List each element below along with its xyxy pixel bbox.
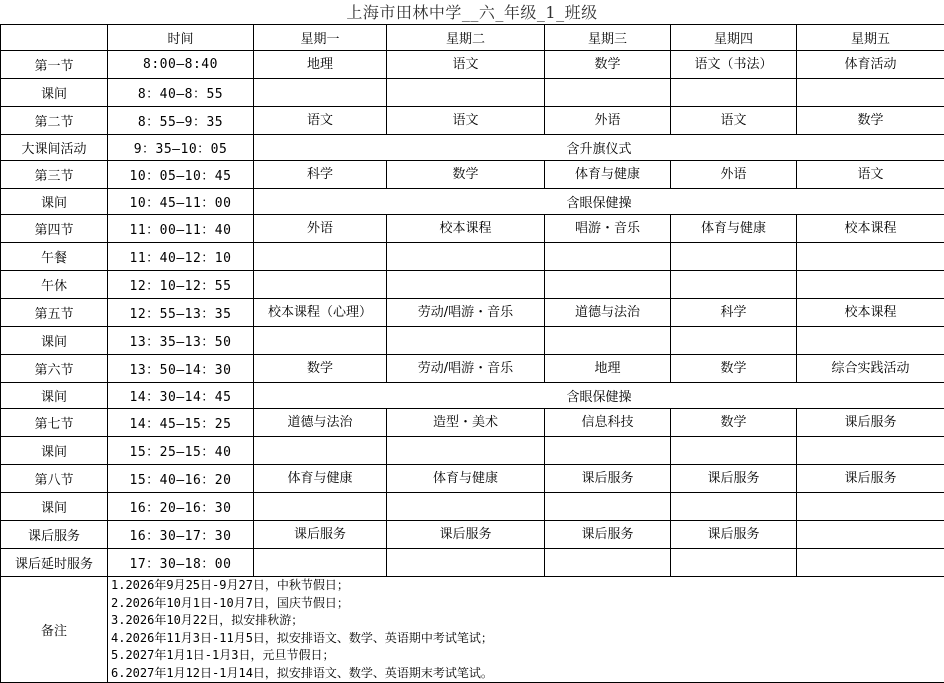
class-cell: 数学 (387, 161, 545, 189)
class-cell: 造型・美术 (387, 409, 545, 437)
class-cell: 数学 (545, 51, 671, 79)
period-label: 课间 (1, 437, 108, 465)
period-time: 8：55—9：35 (108, 107, 254, 135)
table-row (1, 161, 944, 189)
header-day: 星期五 (797, 25, 944, 51)
table-row (1, 549, 944, 577)
table-row (1, 521, 944, 549)
period-label: 课后延时服务 (1, 549, 108, 577)
period-time: 11：00—11：40 (108, 215, 254, 243)
class-cell: 科学 (671, 299, 797, 327)
class-cell: 综合实践活动 (797, 355, 944, 383)
class-cell (387, 549, 545, 577)
class-cell (797, 79, 944, 107)
class-cell (797, 521, 944, 549)
class-cell: 体育与健康 (254, 465, 387, 493)
class-cell: 唱游・音乐 (545, 215, 671, 243)
note-line: 4.2026年11月3日-11月5日，拟安排语文、数学、英语期中考试笔试； (111, 630, 944, 648)
class-cell: 课后服务 (545, 521, 671, 549)
period-label: 课间 (1, 493, 108, 521)
class-cell: 道德与法治 (545, 299, 671, 327)
class-cell (387, 493, 545, 521)
class-cell (254, 493, 387, 521)
class-cell: 体育活动 (797, 51, 944, 79)
class-cell (671, 79, 797, 107)
class-cell: 外语 (545, 107, 671, 135)
header-blank (1, 25, 108, 51)
class-cell: 校本课程（心理） (254, 299, 387, 327)
period-label: 第七节 (1, 409, 108, 437)
class-cell (797, 271, 944, 299)
table-row (1, 437, 944, 465)
period-time: 12：10—12：55 (108, 271, 254, 299)
class-cell: 课后服务 (797, 465, 944, 493)
class-cell (254, 549, 387, 577)
period-label: 第一节 (1, 51, 108, 79)
class-cell: 外语 (671, 161, 797, 189)
period-label: 课间 (1, 189, 108, 215)
period-time: 15：25—15：40 (108, 437, 254, 465)
class-cell (797, 493, 944, 521)
period-time: 15：40—16：20 (108, 465, 254, 493)
class-cell (671, 327, 797, 355)
class-cell (671, 437, 797, 465)
table-row (1, 271, 944, 299)
period-label: 午休 (1, 271, 108, 299)
class-cell: 信息科技 (545, 409, 671, 437)
table-row (1, 383, 944, 409)
table-row (1, 135, 944, 161)
class-cell: 科学 (254, 161, 387, 189)
class-cell (545, 327, 671, 355)
class-cell (545, 493, 671, 521)
class-cell: 体育与健康 (545, 161, 671, 189)
class-cell (671, 493, 797, 521)
class-cell (671, 271, 797, 299)
class-cell (387, 271, 545, 299)
table-row (1, 107, 944, 135)
period-time: 17：30—18：00 (108, 549, 254, 577)
table-row (1, 215, 944, 243)
merged-activity-cell: 含眼保健操 (254, 383, 944, 409)
merged-activity-cell: 含眼保健操 (254, 189, 944, 215)
class-cell (671, 243, 797, 271)
class-cell (387, 327, 545, 355)
table-row (1, 465, 944, 493)
class-cell (254, 327, 387, 355)
class-cell: 数学 (797, 107, 944, 135)
period-label: 大课间活动 (1, 135, 108, 161)
table-row (1, 51, 944, 79)
period-label: 第二节 (1, 107, 108, 135)
class-cell: 课后服务 (797, 409, 944, 437)
timetable-body (1, 51, 944, 683)
period-label: 午餐 (1, 243, 108, 271)
period-time: 10：45—11：00 (108, 189, 254, 215)
period-time: 13：35—13：50 (108, 327, 254, 355)
period-label: 课间 (1, 383, 108, 409)
class-cell: 语文 (387, 107, 545, 135)
class-cell: 地理 (545, 355, 671, 383)
class-cell: 道德与法治 (254, 409, 387, 437)
header-day: 星期四 (671, 25, 797, 51)
class-cell: 课后服务 (671, 521, 797, 549)
class-cell (797, 327, 944, 355)
note-line: 2.2026年10月1日-10月7日，国庆节假日； (111, 595, 944, 613)
period-time: 8：40—8：55 (108, 79, 254, 107)
period-time: 9：35—10：05 (108, 135, 254, 161)
class-cell (797, 437, 944, 465)
class-cell (254, 243, 387, 271)
table-row (1, 79, 944, 107)
timetable (0, 24, 944, 683)
page-title: 上海市田林中学__六_年级_1_班级 (0, 0, 944, 25)
table-row (1, 189, 944, 215)
class-cell: 地理 (254, 51, 387, 79)
class-cell: 语文 (387, 51, 545, 79)
header-time: 时间 (108, 25, 254, 51)
class-cell (387, 437, 545, 465)
header-day: 星期二 (387, 25, 545, 51)
class-cell (797, 243, 944, 271)
period-time: 12：55—13：35 (108, 299, 254, 327)
class-cell: 数学 (671, 355, 797, 383)
notes-content (108, 577, 944, 683)
class-cell: 语文 (797, 161, 944, 189)
table-row (1, 493, 944, 521)
class-cell (545, 437, 671, 465)
period-time: 14：30—14：45 (108, 383, 254, 409)
class-cell (254, 79, 387, 107)
period-time: 14：45—15：25 (108, 409, 254, 437)
class-cell (671, 549, 797, 577)
notes-label: 备注 (1, 577, 108, 683)
class-cell: 课后服务 (387, 521, 545, 549)
class-cell: 校本课程 (797, 299, 944, 327)
period-label: 第三节 (1, 161, 108, 189)
header-day: 星期三 (545, 25, 671, 51)
table-row (1, 299, 944, 327)
class-cell: 数学 (671, 409, 797, 437)
class-cell: 课后服务 (545, 465, 671, 493)
class-cell: 校本课程 (797, 215, 944, 243)
note-line: 5.2027年1月1日-1月3日，元旦节假日； (111, 647, 944, 665)
class-cell (545, 271, 671, 299)
class-cell (545, 549, 671, 577)
class-cell (254, 437, 387, 465)
class-cell (387, 79, 545, 107)
period-time: 10：05—10：45 (108, 161, 254, 189)
merged-activity-cell: 含升旗仪式 (254, 135, 944, 161)
table-row (1, 327, 944, 355)
class-cell (387, 243, 545, 271)
period-label: 课间 (1, 79, 108, 107)
period-label: 第八节 (1, 465, 108, 493)
class-cell: 体育与健康 (671, 215, 797, 243)
period-time: 11：40—12：10 (108, 243, 254, 271)
table-row (1, 409, 944, 437)
period-label: 课间 (1, 327, 108, 355)
period-label: 第五节 (1, 299, 108, 327)
class-cell: 外语 (254, 215, 387, 243)
class-cell: 数学 (254, 355, 387, 383)
note-line: 1.2026年9月25日-9月27日，中秋节假日； (111, 577, 944, 595)
class-cell: 语文（书法） (671, 51, 797, 79)
header-row (1, 25, 944, 51)
note-line: 3.2026年10月22日，拟安排秋游； (111, 612, 944, 630)
note-line: 6.2027年1月12日-1月14日，拟安排语文、数学、英语期末考试笔试。 (111, 665, 944, 683)
class-cell: 语文 (671, 107, 797, 135)
header-day: 星期一 (254, 25, 387, 51)
class-cell (254, 271, 387, 299)
class-cell (545, 79, 671, 107)
class-cell: 体育与健康 (387, 465, 545, 493)
table-row (1, 355, 944, 383)
period-time: 8:00—8:40 (108, 51, 254, 79)
class-cell: 课后服务 (254, 521, 387, 549)
period-label: 课后服务 (1, 521, 108, 549)
period-label: 第六节 (1, 355, 108, 383)
period-time: 16：30—17：30 (108, 521, 254, 549)
class-cell (545, 243, 671, 271)
period-label: 第四节 (1, 215, 108, 243)
class-cell (797, 549, 944, 577)
class-cell: 校本课程 (387, 215, 545, 243)
notes-row (1, 577, 944, 683)
class-cell: 语文 (254, 107, 387, 135)
period-time: 16：20—16：30 (108, 493, 254, 521)
class-cell: 劳动/唱游・音乐 (387, 299, 545, 327)
period-time: 13：50—14：30 (108, 355, 254, 383)
table-row (1, 243, 944, 271)
class-cell: 课后服务 (671, 465, 797, 493)
class-cell: 劳动/唱游・音乐 (387, 355, 545, 383)
